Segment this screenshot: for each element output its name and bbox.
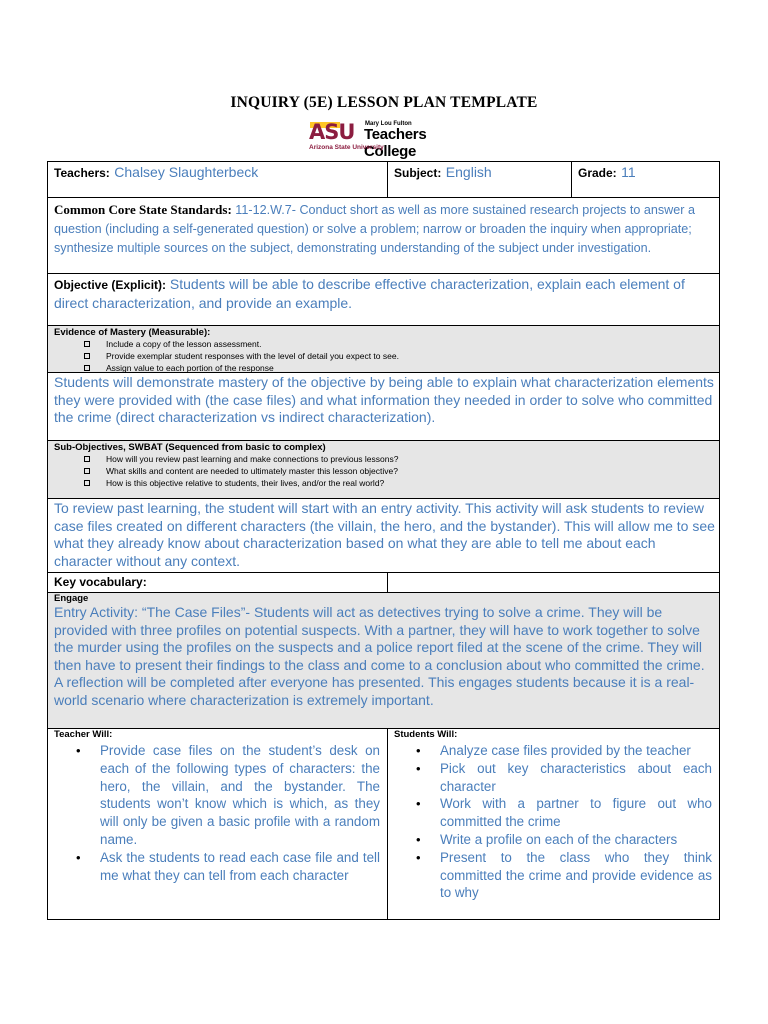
vocab-label: Key vocabulary: xyxy=(54,575,147,589)
mastery-response-cell xyxy=(47,372,720,441)
asu-teachers-college-logo xyxy=(309,120,463,160)
teacher-will-item: • Provide case files on the student’s desk on each of the following types of characters: the hero, the villain, and the bystander. The students won’t know which is which, as they will only be given a basic profile with a random name. xyxy=(100,742,380,849)
students-will-label: Students Will: xyxy=(394,729,458,740)
subobjectives-label: Sub-Objectives, SWBAT (Sequenced from basic to complex) xyxy=(54,442,326,453)
subject-cell xyxy=(387,161,572,198)
mastery-header-cell xyxy=(47,325,720,373)
checkbox-square-icon xyxy=(84,468,90,474)
logo-college-name: Teachers College xyxy=(364,126,427,160)
objective-value: Students will be able to describe effective characterization, explain each element of direct characterization, and provide an example. xyxy=(54,276,685,311)
teachers-label: Teachers: xyxy=(54,166,110,180)
students-will-cell xyxy=(387,728,720,920)
checkbox-square-icon xyxy=(84,456,90,462)
document-title: INQUIRY (5E) LESSON PLAN TEMPLATE xyxy=(230,94,538,111)
students-will-item: • Work with a partner to figure out who committed the crime xyxy=(440,795,712,831)
vocab-label-cell xyxy=(47,572,388,593)
engage-activity-title: Entry Activity: “The Case Files” xyxy=(54,604,246,620)
logo-university-name: Arizona State University xyxy=(309,144,384,151)
subobjectives-bullet: How is this objective relative to students, their lives, and/or the real world? xyxy=(54,477,715,489)
mastery-bullet: Provide exemplar student responses with the level of detail you expect to see. xyxy=(54,350,715,362)
engage-cell xyxy=(47,592,720,729)
objective-cell xyxy=(47,273,720,326)
subobjectives-header-cell xyxy=(47,440,720,499)
mastery-response: Students will demonstrate mastery of the objective by being able to explain what characterization elements they were provided with (the case files) and what information they needed in order to solve who committed the crime (direct characterization vs indirect characterization). xyxy=(54,374,714,425)
subobjectives-response-cell xyxy=(47,498,720,573)
subobjectives-bullet: How will you review past learning and make connections to previous lessons? xyxy=(54,453,715,465)
subject-value: English xyxy=(445,164,492,180)
grade-value: 11 xyxy=(621,164,636,180)
engage-activity-text: - Students will act as detectives trying to solve a crime. They will be provided with three profiles on potential suspects. With a partner, they will have to work together to solve the murder using the profiles on the suspects and a police report filed at the scene of the crime. They will then have to present their findings to the class and come to a conclusion about who committed the crime. A reflection will be completed after everyone has presented. This engages students because it is a real-world scenario where characterization is extremely important. xyxy=(54,604,705,708)
objective-label: Objective (Explicit): xyxy=(54,278,167,292)
mastery-bullet: Include a copy of the lesson assessment. xyxy=(54,338,715,350)
standards-label: Common Core State Standards: xyxy=(54,202,232,217)
standards-cell xyxy=(47,197,720,274)
grade-cell xyxy=(571,161,720,198)
subobjectives-bullet: What skills and content are needed to ultimately master this lesson objective? xyxy=(54,465,715,477)
students-will-item: • Analyze case files provided by the teacher xyxy=(440,742,712,760)
grade-label: Grade: xyxy=(578,166,617,180)
checkbox-square-icon xyxy=(84,365,90,371)
teacher-will-item: • Ask the students to read each case file and tell me what they can tell from each character xyxy=(100,849,380,885)
teacher-will-list xyxy=(55,742,380,884)
standards-value: 11-12.W.7- Conduct short as well as more sustained research projects to answer a question (including a self-generated question) or solve a problem; narrow or broaden the inquiry when appropriate; synthesize multiple sources on the subject, demonstrating understanding of the subject under investigation. xyxy=(54,203,695,255)
checkbox-square-icon xyxy=(84,353,90,359)
checkbox-square-icon xyxy=(84,341,90,347)
teacher-will-cell xyxy=(47,728,388,920)
teachers-cell xyxy=(47,161,388,198)
mastery-label: Evidence of Mastery (Measurable): xyxy=(54,327,211,338)
mastery-bullet: Assign value to each portion of the response xyxy=(54,362,715,374)
checkbox-square-icon xyxy=(84,480,90,486)
students-will-item: • Write a profile on each of the characters xyxy=(440,831,712,849)
students-will-item: • Pick out key characteristics about each character xyxy=(440,760,712,796)
teacher-will-label: Teacher Will: xyxy=(54,729,113,740)
students-will-list xyxy=(395,742,712,902)
vocab-value-cell xyxy=(387,572,720,593)
subobjectives-response: To review past learning, the student will start with an entry activity. This activity will ask students to review case files created on different characters (the villain, the hero, and the bystander). This will allow me to see what they already know about characterization based on what they are able to tell me about each character without any context. xyxy=(54,500,715,569)
engage-activity xyxy=(54,604,715,709)
subject-label: Subject: xyxy=(394,166,442,180)
lesson-plan-table xyxy=(47,161,720,920)
logo-small-text: Mary Lou Fulton xyxy=(365,121,412,127)
asu-logo-mark: ASU xyxy=(309,120,355,144)
teachers-value: Chalsey Slaughterbeck xyxy=(114,164,259,180)
engage-label: Engage xyxy=(54,593,89,604)
students-will-item: • Present to the class who they think committed the crime and provide evidence as to why xyxy=(440,849,712,902)
